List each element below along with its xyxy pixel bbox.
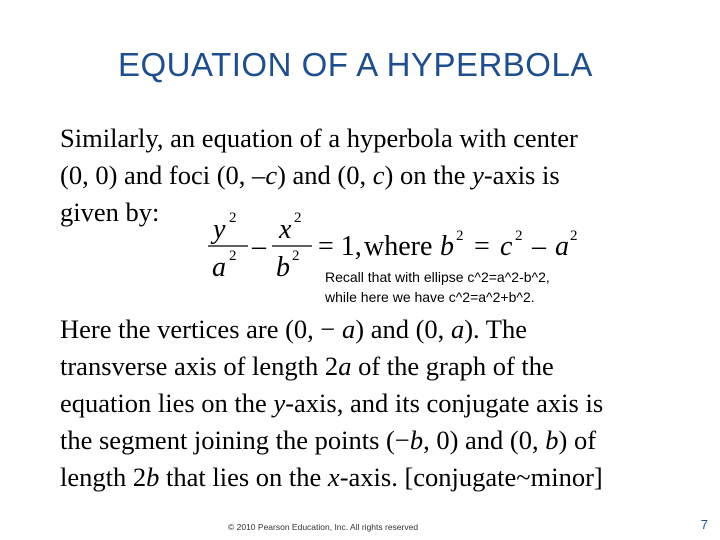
- note-line-2: while here we have c^2=a^2+b^2.: [325, 289, 535, 305]
- text: -axis is: [483, 160, 560, 190]
- var-b: b: [146, 462, 160, 492]
- eq-minus: –: [532, 231, 546, 262]
- body-paragraph: [60, 311, 603, 496]
- text: ). The: [464, 314, 527, 344]
- var-a: a: [450, 314, 465, 344]
- eq-exp: 2: [294, 210, 302, 226]
- eq-where: where: [364, 231, 433, 262]
- var-c: c: [372, 160, 385, 190]
- text: -axis, and its conjugate axis is: [285, 388, 604, 418]
- eq-equals-one: = 1,: [318, 231, 362, 262]
- eq-minus: –: [252, 231, 266, 262]
- note-line-1: Recall that with ellipse c^2=a^2-b^2,: [325, 269, 550, 285]
- text: length 2: [60, 462, 147, 492]
- text: -axis. [conjugate~minor]: [339, 462, 603, 492]
- body-line-2: [60, 348, 603, 385]
- eq-exp: 2: [456, 228, 464, 244]
- page-number: 7: [700, 517, 708, 532]
- body-line-4: [60, 422, 603, 459]
- text: (0, 0) and foci (0, –: [60, 160, 266, 190]
- var-y: y: [472, 160, 484, 190]
- text: transverse axis of length 2: [60, 351, 339, 381]
- text: equation lies on the: [60, 388, 274, 418]
- var-x: x: [327, 462, 340, 492]
- text: the segment joining the points (−: [60, 425, 410, 455]
- eq-a: a: [555, 231, 569, 262]
- text: , 0) and (0,: [423, 425, 546, 455]
- eq-exp: 2: [229, 210, 237, 226]
- body-line-1: [60, 311, 603, 348]
- text: ) on the: [384, 160, 473, 190]
- eq-exp: 2: [515, 228, 523, 244]
- text: ) and (0,: [277, 160, 373, 190]
- ellipse-recall-note: [325, 267, 550, 307]
- eq-equals: =: [474, 231, 490, 262]
- text: that lies on the: [159, 462, 328, 492]
- eq-b: b: [440, 231, 454, 262]
- eq-exp: 2: [292, 248, 300, 264]
- body-line-3: [60, 385, 603, 422]
- copyright-footer: © 2010 Pearson Education, Inc. All rights reserved: [228, 522, 419, 532]
- var-a: a: [338, 351, 352, 381]
- intro-line-2: [60, 157, 578, 194]
- eq-b: b: [276, 252, 290, 283]
- intro-line-3: given by:: [60, 197, 160, 227]
- var-y: y: [273, 388, 286, 418]
- text: Here the vertices are (0, −: [60, 314, 343, 344]
- eq-exp: 2: [229, 248, 237, 264]
- slide-title: EQUATION OF A HYPERBOLA: [118, 46, 593, 83]
- eq-a: a: [212, 252, 226, 283]
- var-b: b: [545, 425, 559, 455]
- eq-exp: 2: [570, 228, 578, 244]
- text: ) of: [558, 425, 597, 455]
- eq-y: y: [213, 214, 226, 245]
- intro-line-1: Similarly, an equation of a hyperbola with center: [60, 123, 578, 153]
- var-b: b: [409, 425, 424, 455]
- var-a: a: [342, 314, 356, 344]
- var-c: c: [265, 160, 278, 190]
- body-line-5: [60, 459, 603, 496]
- text: ) and (0,: [355, 314, 451, 344]
- eq-c: c: [500, 231, 513, 262]
- text: of the graph of the: [351, 351, 554, 381]
- eq-x: x: [279, 214, 292, 245]
